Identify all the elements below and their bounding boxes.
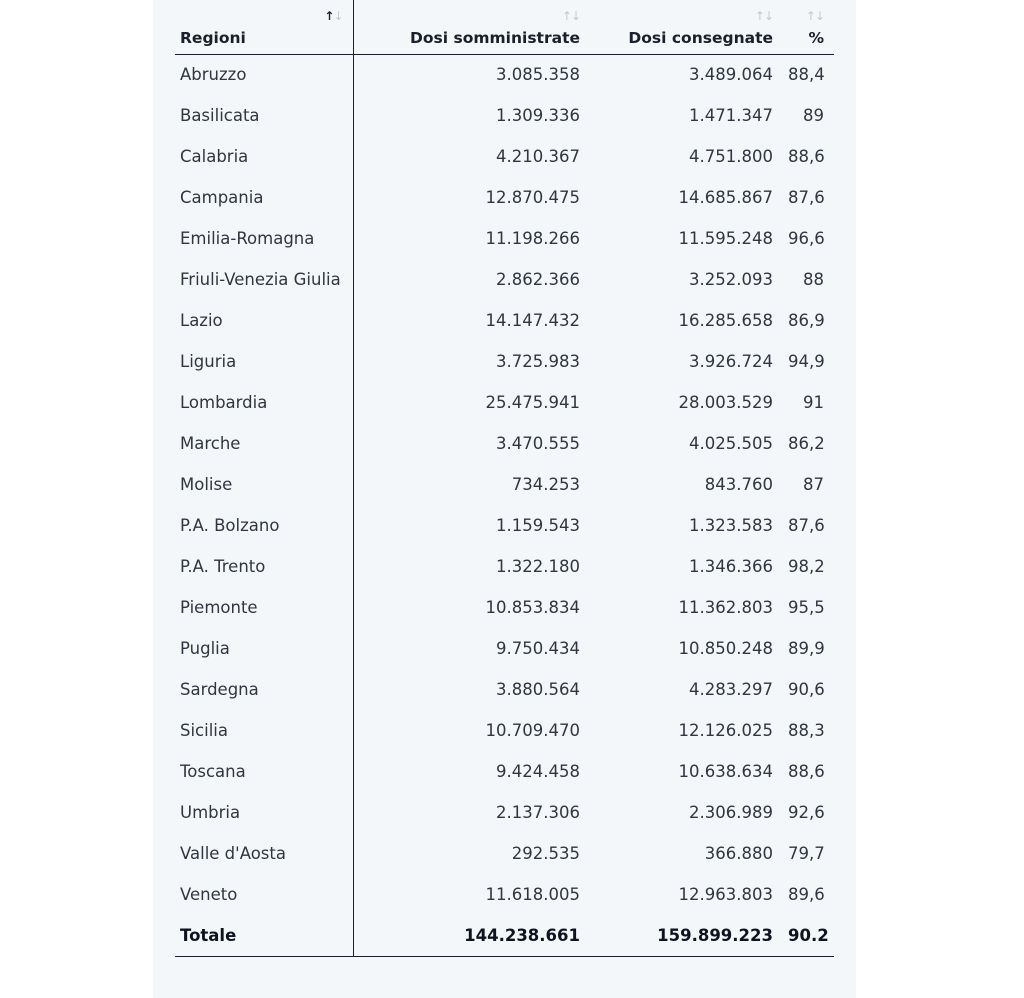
table-row: [175, 300, 834, 341]
doses-administered-cell: 292.535: [511, 844, 580, 863]
table-row: [175, 710, 834, 751]
table-row: [175, 464, 834, 505]
region-cell: Emilia-Romagna: [175, 218, 353, 259]
doses-administered-cell: 734.253: [511, 475, 580, 494]
doses-administered-cell: 10.853.834: [485, 598, 580, 617]
percent-cell: 89,6: [788, 885, 825, 904]
table-row: [175, 833, 834, 874]
percent-cell: 89: [803, 106, 824, 125]
doses-delivered-cell: 1.346.366: [689, 557, 773, 576]
table-row: [175, 54, 834, 95]
doses-administered-cell: 9.424.458: [496, 762, 580, 781]
region-cell: Totale: [175, 915, 353, 956]
doses-delivered-cell: 366.880: [704, 844, 773, 863]
doses-administered-cell: 3.470.555: [496, 434, 580, 453]
table-row: [175, 628, 834, 669]
region-cell: Basilicata: [175, 95, 353, 136]
table-row: [175, 218, 834, 259]
table-row: [175, 587, 834, 628]
percent-cell: 90.2: [783, 915, 834, 956]
percent-cell: 89,9: [788, 639, 825, 658]
region-cell: Piemonte: [175, 587, 353, 628]
sort-desc-icon[interactable]: ↓: [570, 9, 580, 23]
percent-cell: 88,6: [788, 762, 825, 781]
doses-delivered-cell: 14.685.867: [678, 188, 773, 207]
sort-asc-icon[interactable]: ↑: [324, 9, 334, 23]
region-cell: Liguria: [175, 341, 353, 382]
column-header-label: Regioni: [180, 28, 246, 47]
doses-administered-cell: 1.309.336: [496, 106, 580, 125]
region-cell: Lazio: [175, 300, 353, 341]
doses-delivered-cell: 11.362.803: [678, 598, 773, 617]
doses-delivered-cell: 1.323.583: [689, 516, 773, 535]
doses-delivered-cell: 843.760: [704, 475, 773, 494]
doses-administered-cell: 11.618.005: [485, 885, 580, 904]
doses-delivered-cell: 4.751.800: [689, 147, 773, 166]
sort-icon[interactable]: [562, 9, 580, 23]
doses-administered-cell: 3.880.564: [496, 680, 580, 699]
doses-delivered-cell: 1.471.347: [689, 106, 773, 125]
region-cell: Campania: [175, 177, 353, 218]
percent-cell: 88,6: [788, 147, 825, 166]
region-cell: Abruzzo: [175, 54, 353, 95]
sort-icon[interactable]: [806, 9, 824, 23]
table-row: [175, 505, 834, 546]
table-panel: [153, 0, 856, 998]
table-row: [175, 259, 834, 300]
percent-cell: 96,6: [788, 229, 825, 248]
region-cell: Valle d'Aosta: [175, 833, 353, 874]
column-header-label: Dosi somministrate: [410, 28, 580, 47]
table-row: [175, 95, 834, 136]
table-row: [175, 546, 834, 587]
table-row: [175, 136, 834, 177]
doses-administered-cell: 144.238.661: [353, 915, 590, 956]
region-cell: Sardegna: [175, 669, 353, 710]
doses-administered-cell: 1.159.543: [496, 516, 580, 535]
doses-delivered-cell: 12.126.025: [678, 721, 773, 740]
percent-cell: 87: [803, 475, 824, 494]
sort-asc-icon[interactable]: ↑: [805, 9, 815, 23]
percent-cell: 92,6: [788, 803, 825, 822]
doses-administered-cell: 3.725.983: [496, 352, 580, 371]
region-cell: Molise: [175, 464, 353, 505]
header-row: [175, 0, 834, 54]
column-header-regioni[interactable]: [175, 0, 353, 54]
doses-administered-cell: 1.322.180: [496, 557, 580, 576]
doses-delivered-cell: 2.306.989: [689, 803, 773, 822]
sort-desc-icon[interactable]: ↓: [814, 9, 824, 23]
percent-cell: 90,6: [788, 680, 825, 699]
column-header-label: %: [808, 28, 824, 47]
doses-delivered-cell: 10.638.634: [678, 762, 773, 781]
doses-delivered-cell: 3.252.093: [689, 270, 773, 289]
doses-delivered-cell: 4.025.505: [689, 434, 773, 453]
region-cell: Marche: [175, 423, 353, 464]
percent-cell: 98,2: [788, 557, 825, 576]
percent-cell: 86,9: [788, 311, 825, 330]
percent-cell: 87,6: [788, 516, 825, 535]
table-row: [175, 669, 834, 710]
column-header-label: Dosi consegnate: [628, 28, 773, 47]
percent-cell: 91: [803, 393, 824, 412]
doses-administered-cell: 14.147.432: [485, 311, 580, 330]
sort-asc-icon[interactable]: ↑: [561, 9, 571, 23]
table-row: [175, 751, 834, 792]
percent-cell: 94,9: [788, 352, 825, 371]
table-header: [175, 0, 834, 54]
region-cell: Puglia: [175, 628, 353, 669]
percent-cell: 95,5: [788, 598, 825, 617]
percent-cell: 79,7: [788, 844, 825, 863]
sort-icon[interactable]: [324, 9, 342, 23]
table-total-row: [175, 915, 834, 956]
column-header-dosi-somministrate[interactable]: [353, 0, 590, 54]
doses-administered-cell: 2.137.306: [496, 803, 580, 822]
doses-delivered-cell: 4.283.297: [689, 680, 773, 699]
percent-cell: 86,2: [788, 434, 825, 453]
doses-administered-cell: 4.210.367: [496, 147, 580, 166]
column-header-percent[interactable]: [783, 0, 834, 54]
doses-administered-cell: 2.862.366: [496, 270, 580, 289]
doses-delivered-cell: 12.963.803: [678, 885, 773, 904]
region-cell: Calabria: [175, 136, 353, 177]
region-cell: Veneto: [175, 874, 353, 915]
percent-cell: 87,6: [788, 188, 825, 207]
sort-desc-icon[interactable]: ↓: [333, 9, 343, 23]
table-row: [175, 874, 834, 915]
table-body: [175, 54, 834, 956]
doses-administered-cell: 3.085.358: [496, 65, 580, 85]
doses-administered-cell: 11.198.266: [485, 229, 580, 248]
percent-cell: 88,3: [788, 721, 825, 740]
doses-delivered-cell: 11.595.248: [678, 229, 773, 248]
region-cell: Sicilia: [175, 710, 353, 751]
doses-administered-cell: 12.870.475: [485, 188, 580, 207]
region-cell: P.A. Bolzano: [175, 505, 353, 546]
sort-asc-icon[interactable]: ↑: [754, 9, 764, 23]
table-row: [175, 177, 834, 218]
column-header-dosi-consegnate[interactable]: [590, 0, 783, 54]
sort-icon[interactable]: [755, 9, 773, 23]
doses-administered-cell: 25.475.941: [485, 393, 580, 412]
sort-desc-icon[interactable]: ↓: [763, 9, 773, 23]
region-cell: Umbria: [175, 792, 353, 833]
region-cell: Lombardia: [175, 382, 353, 423]
doses-delivered-cell: 3.926.724: [689, 352, 773, 371]
region-cell: Friuli-Venezia Giulia: [175, 259, 353, 300]
doses-administered-cell: 10.709.470: [485, 721, 580, 740]
doses-delivered-cell: 28.003.529: [678, 393, 773, 412]
table-row: [175, 382, 834, 423]
doses-delivered-cell: 3.489.064: [689, 65, 773, 85]
doses-administered-cell: 9.750.434: [496, 639, 580, 658]
table-row: [175, 423, 834, 464]
region-cell: P.A. Trento: [175, 546, 353, 587]
doses-delivered-cell: 10.850.248: [678, 639, 773, 658]
doses-delivered-cell: 16.285.658: [678, 311, 773, 330]
vaccine-doses-table: [175, 0, 834, 957]
table-row: [175, 792, 834, 833]
region-cell: Toscana: [175, 751, 353, 792]
percent-cell: 88: [803, 270, 824, 289]
table-row: [175, 341, 834, 382]
doses-delivered-cell: 159.899.223: [590, 915, 783, 956]
percent-cell: 88,4: [788, 65, 825, 85]
